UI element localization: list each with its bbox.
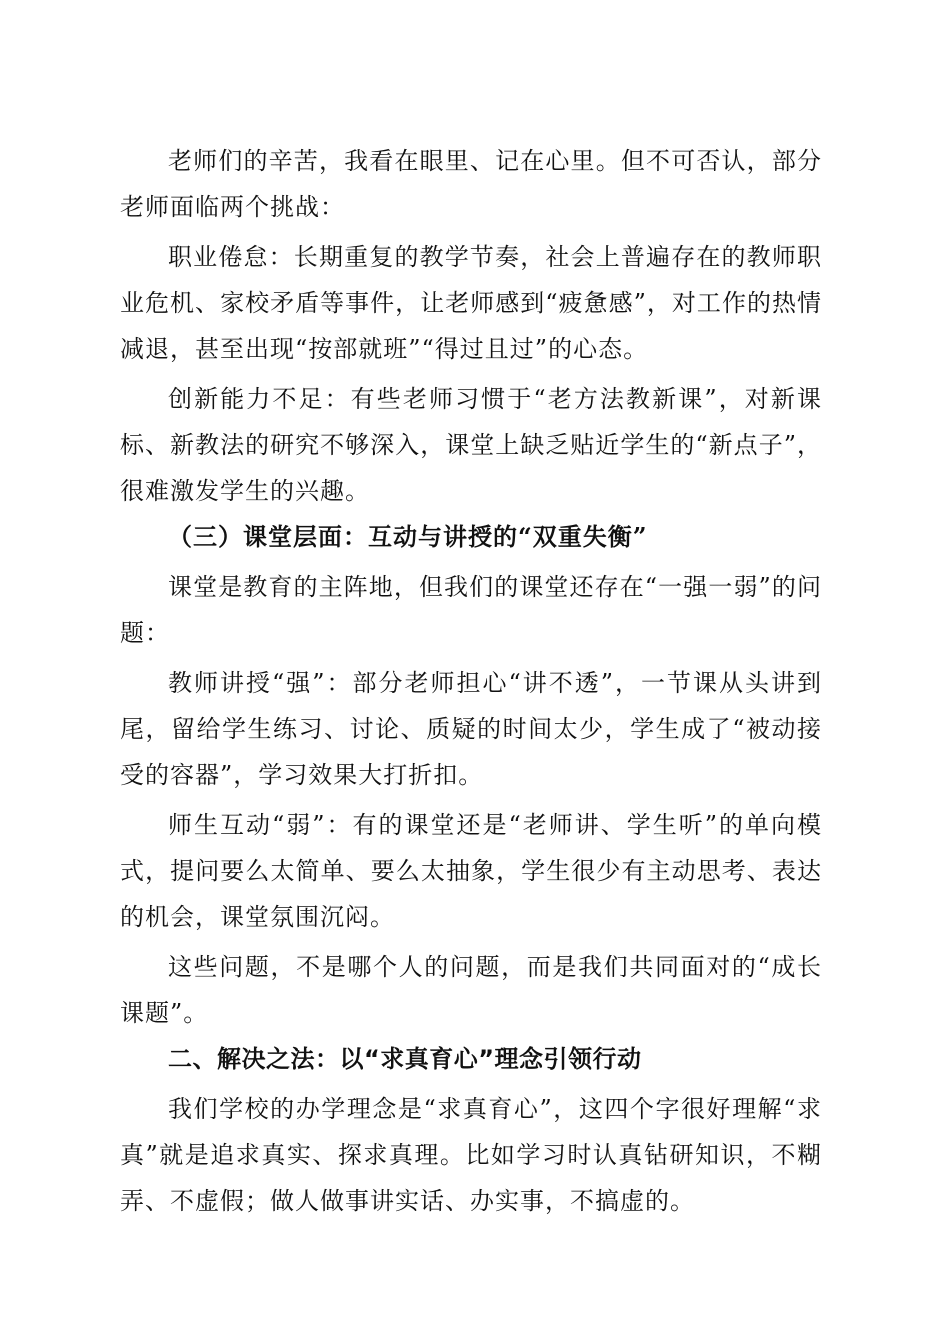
paragraph-job-burnout: 职业倦怠：长期重复的教学节奏，社会上普遍存在的教师职业危机、家校矛盾等事件，让老师感到“疲惫感”，对工作的热情减退，甚至出现“按部就班”“得过且过”的心态。 (120, 243, 822, 363)
paragraph-classroom-intro: 课堂是教育的主阵地，但我们的课堂还存在“一强一弱”的问题： (120, 573, 822, 647)
paragraph-teaching-strong: 教师讲授“强”：部分老师担心“讲不透”，一节课从头讲到尾，留给学生练习、讨论、质疑的时间太少，学生成了“被动接受的容器”，学习效果大打折扣。 (120, 669, 822, 789)
section-heading-solution: 二、解决之法：以“求真育心”理念引领行动 (168, 1045, 642, 1073)
paragraph-school-philosophy: 我们学校的办学理念是“求真育心”，这四个字很好理解“求真”就是追求真实、探求真理。比如学习时认真钻研知识，不糊弄、不虚假；做人做事讲实话、办实事，不搞虚的。 (120, 1095, 822, 1215)
paragraph-innovation: 创新能力不足：有些老师习惯于“老方法教新课”，对新课标、新教法的研究不够深入，课堂上缺乏贴近学生的“新点子”，很难激发学生的兴趣。 (120, 385, 822, 505)
paragraph-growth-topic: 这些问题，不是哪个人的问题，而是我们共同面对的“成长课题”。 (120, 953, 822, 1027)
subheading-classroom-level: （三）课堂层面：互动与讲授的“双重失衡” (168, 522, 648, 551)
paragraph-teacher-challenges: 老师们的辛苦，我看在眼里、记在心里。但不可否认，部分老师面临两个挑战： (120, 147, 822, 221)
paragraph-interaction-weak: 师生互动“弱”：有的课堂还是“老师讲、学生听”的单向模式，提问要么太简单、要么太抽象，学生很少有主动思考、表达的机会，课堂氛围沉闷。 (120, 811, 822, 931)
document-body (120, 138, 822, 1224)
